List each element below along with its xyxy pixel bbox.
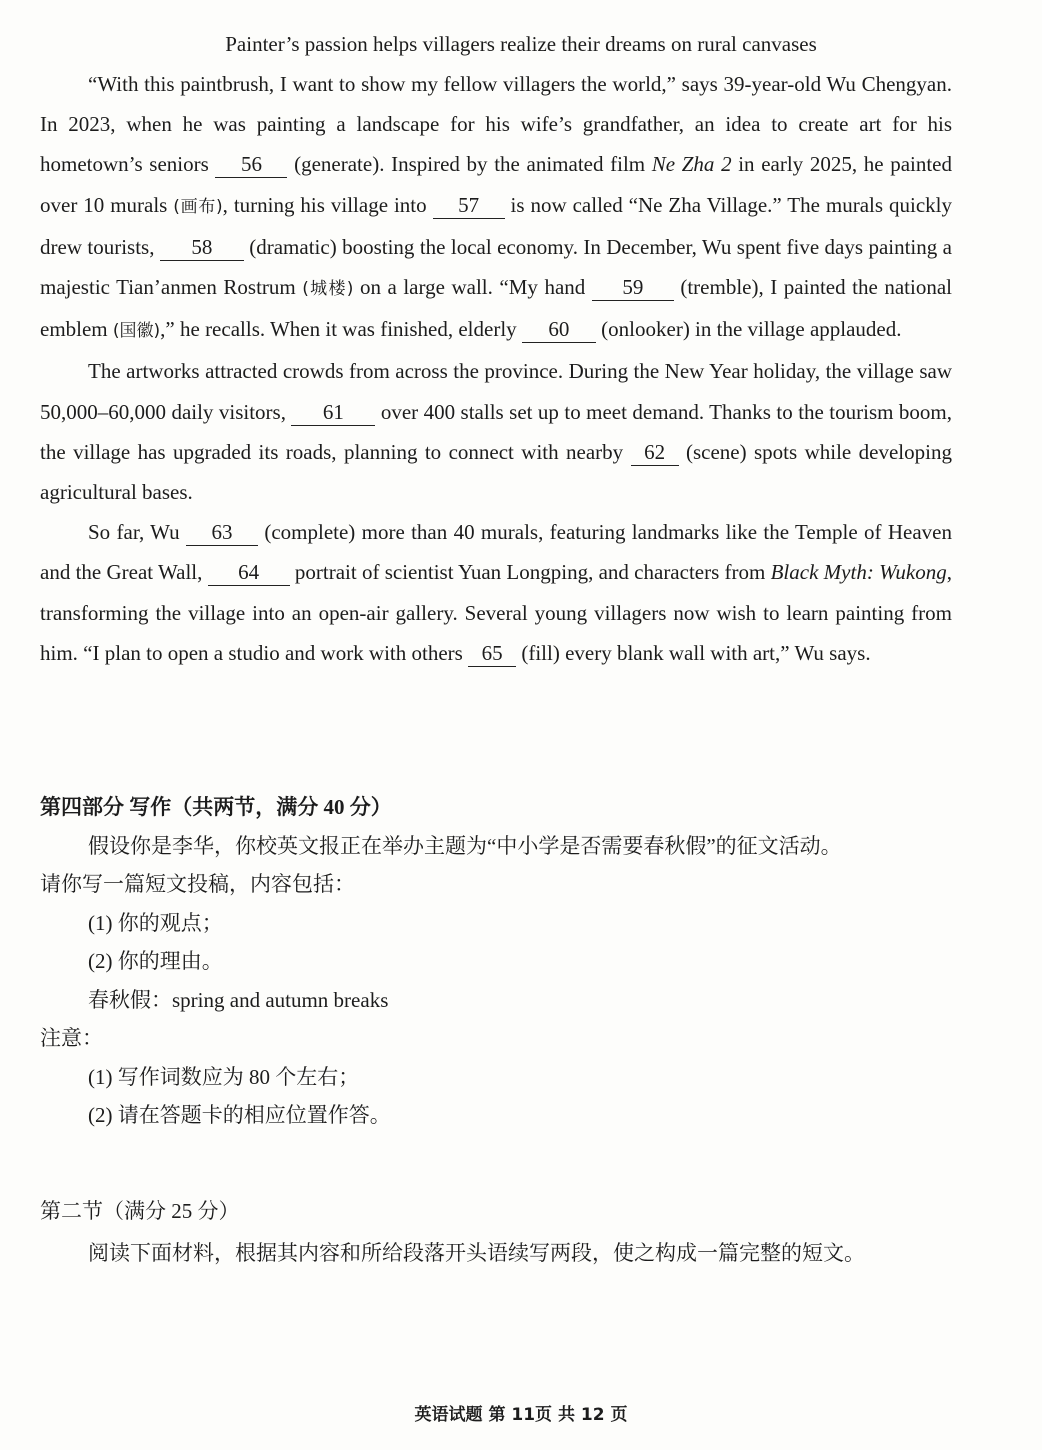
section-instruction: 阅读下面材料，根据其内容和所给段落开头语续写两段，使之构成一篇完整的短文。	[88, 1241, 865, 1265]
note-item: (2) 请在答题卡的相应位置作答。	[88, 1103, 391, 1127]
page-footer: 英语试题 第 11页 共 12 页	[414, 1405, 628, 1425]
passage-text: , turning his village into	[222, 192, 433, 217]
passage-text: (dramatic) boosting the local economy. In December, Wu spent five days painting a majestic Tian’anmen Rostrum	[40, 234, 952, 300]
passage-text: is now called “Ne Zha Village.” The murals quickly drew tourists,	[40, 192, 952, 259]
passage-text: over 400 stalls set up to meet demand. Thanks to the tourism boom, the village has upgraded its roads, planning to connect with nearby	[40, 399, 952, 464]
blank-57: 57	[433, 192, 505, 219]
blank-63: 63	[186, 519, 258, 546]
passage-text: (generate). Inspired by the animated film	[287, 152, 652, 177]
blank-61: 61	[291, 399, 375, 426]
passage-text: So far, Wu	[88, 520, 186, 545]
chinese-gloss: (国徽)	[112, 321, 161, 342]
passage-title: Painter’s passion helps villagers realize their dreams on rural canvases	[225, 32, 817, 56]
passage-text: The artworks attracted crowds from across the province. During the New Year holiday, the village saw 50,000–60,000 daily visitors,	[40, 359, 952, 424]
continuation-section	[40, 1190, 960, 1274]
note-label: 注意：	[40, 1026, 103, 1050]
note-item: (1) 写作词数应为 80 个左右；	[88, 1064, 360, 1089]
blank-56: 56	[215, 151, 287, 178]
blank-65: 65	[468, 640, 516, 667]
cloze-passage	[40, 64, 952, 673]
chinese-gloss: (画布)	[173, 196, 223, 217]
chinese-gloss: (城楼)	[302, 279, 354, 300]
paragraph-2	[40, 351, 952, 512]
film-title: Ne Zha 2	[651, 152, 732, 177]
content-item: (1) 你的观点；	[88, 910, 223, 935]
writing-section	[40, 788, 960, 1135]
content-item: (2) 你的理由。	[88, 949, 223, 973]
blank-59: 59	[592, 274, 674, 301]
task-prompt: 假设你是李华，你校英文报正在举办主题为“中小学是否需要春秋假”的征文活动。	[88, 833, 842, 858]
passage-text: portrait of scientist Yuan Longping, and characters from	[289, 560, 771, 585]
section-heading: 第二节（满分 25 分）	[40, 1199, 240, 1223]
passage-text: ,” he recalls. When it was finished, elderly	[160, 317, 522, 342]
passage-text: (scene) spots while developing agricultural bases.	[40, 439, 952, 505]
passage-text: “With this paintbrush, I want to show my fellow villagers the world,” says 39-year-old Wu Chengyan. In 2023, when he was painting a landscape for his wife’s grandfather, an idea to create art for his hometown’s seniors	[40, 72, 952, 177]
paragraph-3	[40, 512, 952, 673]
blank-64: 64	[208, 559, 290, 586]
section-heading: 第四部分 写作（共两节，满分 40 分）	[40, 795, 392, 819]
passage-text: , transforming the village into an open-air gallery. Several young villagers now wish to learn painting from him. “I plan to open a studio and work with others	[40, 560, 952, 665]
passage-text: (onlooker) in the village applauded.	[595, 317, 902, 342]
task-prompt-cont: 请你写一篇短文投稿，内容包括：	[40, 872, 355, 896]
blank-60: 60	[522, 316, 596, 343]
blank-58: 58	[160, 234, 244, 261]
game-title: Black Myth: Wukong	[770, 560, 947, 585]
passage-text: (fill) every blank wall with art,” Wu says.	[516, 640, 871, 665]
vocabulary-gloss: 春秋假：spring and autumn breaks	[88, 987, 389, 1012]
passage-text: in early 2025, he painted over 10 murals	[40, 152, 953, 217]
passage-text: (complete) more than 40 murals, featuring landmarks like the Temple of Heaven and the Great Wall,	[40, 520, 952, 585]
paragraph-1	[40, 64, 952, 351]
blank-62: 62	[631, 439, 679, 466]
passage-text: on a large wall. “My hand	[353, 275, 592, 300]
passage-text: (tremble), I painted the national emblem	[40, 275, 952, 342]
